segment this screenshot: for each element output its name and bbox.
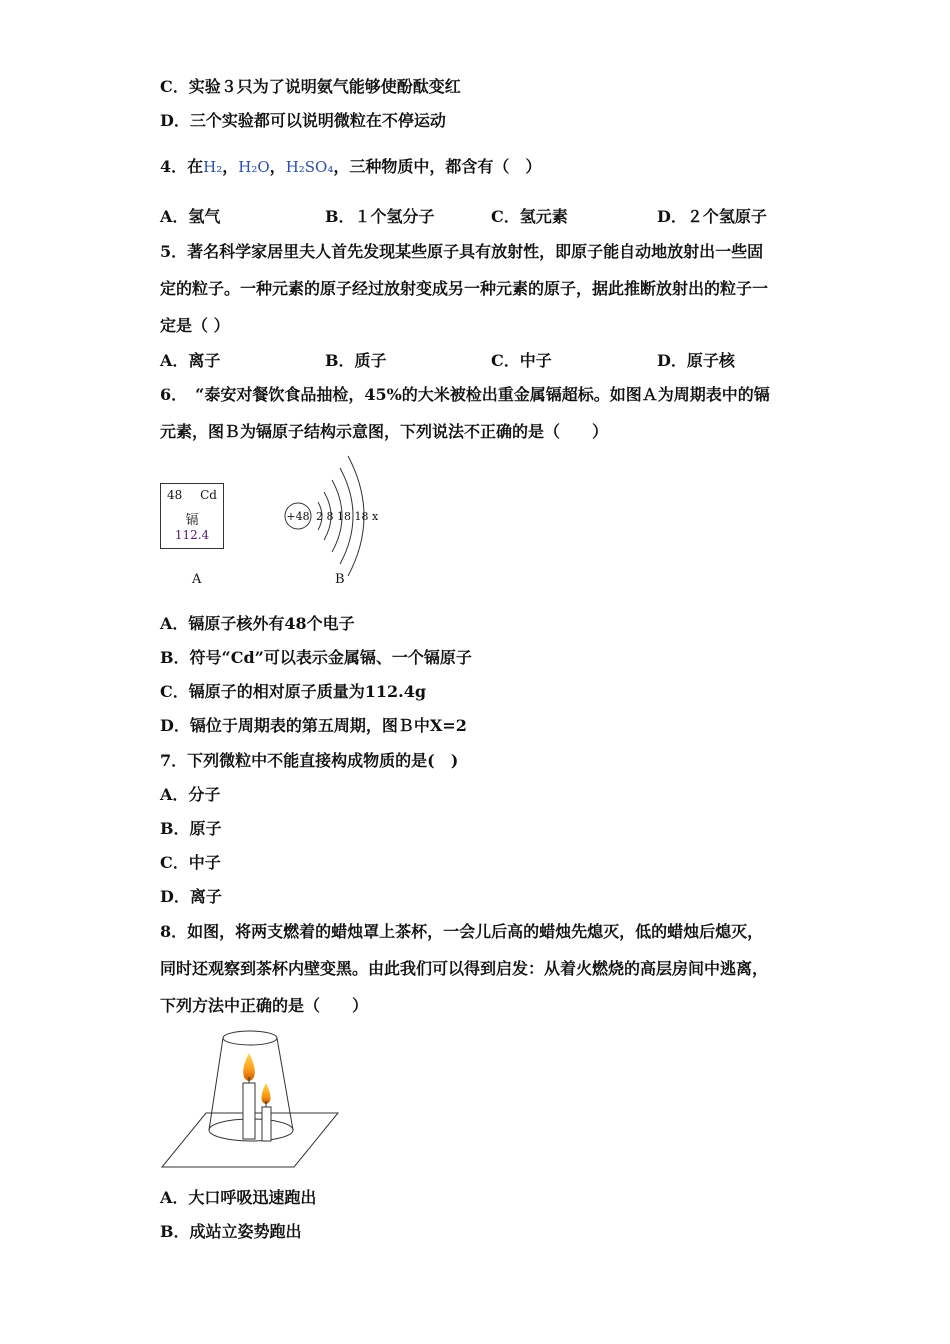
- candle-cup-diagram: [160, 1025, 342, 1173]
- q6-option-a: A．镉原子核外有48个电子: [160, 614, 355, 633]
- q7-option-b: B．原子: [160, 819, 222, 838]
- cup-side: [277, 1038, 293, 1130]
- q5-option-a: A．离子: [160, 351, 221, 370]
- q7-stem: 7．下列微粒中不能直接构成物质的是( ): [160, 751, 459, 770]
- formula-h2o: H₂O: [238, 158, 270, 176]
- element-name: 镉: [185, 513, 199, 528]
- nucleus-charge: +48: [286, 510, 310, 523]
- periodic-table-cell-cadmium: [160, 483, 224, 549]
- q4-stem: 4．在H₂，H₂O，H₂SO₄，三种物质中，都含有（ ）: [160, 157, 542, 176]
- element-symbol: Cd: [200, 488, 217, 502]
- q5-line-1: 5．著名科学家居里夫人首先发现某些原子具有放射性，即原子能自动地放射出一些固: [160, 242, 764, 261]
- q6-option-b: B．符号“Cd”可以表示金属镉、一个镉原子: [160, 648, 472, 667]
- q4-option-b: B．１个氢分子: [325, 207, 435, 226]
- q5-line-3: 定是（ ）: [160, 316, 230, 335]
- atomic-number: 48: [167, 488, 183, 502]
- q6-line-2: 元素，图Ｂ为镉原子结构示意图，下列说法不正确的是（ ）: [160, 422, 609, 441]
- q6-line-1: 6． “泰安对餐饮食品抽检，45%的大米被检出重金属镉超标。如图Ａ为周期表中的镉: [160, 385, 770, 404]
- q7-option-a: A．分子: [160, 785, 221, 804]
- q7-option-c: C．中子: [160, 853, 221, 872]
- short-candle-flame: [262, 1083, 271, 1104]
- q5-option-b: B．质子: [325, 351, 387, 370]
- tall-candle-flame: [243, 1053, 255, 1081]
- q4-option-a: A．氢气: [160, 207, 221, 226]
- short-candle: [262, 1107, 271, 1141]
- figure-label-a: A: [192, 572, 202, 587]
- atom-structure-diagram: [280, 450, 390, 590]
- q8-line-1: 8．如图，将两支燃着的蜡烛罩上茶杯，一会儿后高的蜡烛先熄灭，低的蜡烛后熄灭，: [160, 922, 764, 941]
- q3-option-d: D．三个实验都可以说明微粒在不停运动: [160, 111, 446, 130]
- formula-h2: H₂: [203, 158, 223, 176]
- formula-h2so4: H₂SO₄: [285, 158, 334, 176]
- cup-side: [209, 1038, 223, 1130]
- q6-option-d: D．镉位于周期表的第五周期，图Ｂ中X=2: [160, 716, 467, 735]
- q6-option-c: C．镉原子的相对原子质量为112.4g: [160, 682, 427, 701]
- q8-line-2: 同时还观察到茶杯内壁变黑。由此我们可以得到启发：从着火燃烧的高层房间中逃离，: [160, 959, 769, 978]
- q8-option-a: A．大口呼吸迅速跑出: [160, 1188, 317, 1207]
- electron-shells: 2 8 18 18 x: [316, 510, 379, 523]
- q4-option-c: C．氢元素: [491, 207, 568, 226]
- tall-candle: [243, 1083, 255, 1139]
- q7-option-d: D．离子: [160, 887, 222, 906]
- cup-bottom: [223, 1031, 277, 1045]
- q4-option-d: D．２个氢原子: [657, 207, 767, 226]
- q3-option-c: C．实验３只为了说明氨气能够使酚酞变红: [160, 77, 461, 96]
- q8-option-b: B．成站立姿势跑出: [160, 1222, 302, 1241]
- q5-line-2: 定的粒子。一种元素的原子经过放射变成另一种元素的原子，据此推断放射出的粒子一: [160, 279, 769, 298]
- q5-option-c: C．中子: [491, 351, 552, 370]
- q8-line-3: 下列方法中正确的是（ ）: [160, 996, 369, 1015]
- atomic-mass: 112.4: [174, 528, 210, 542]
- figure-label-b: B: [335, 572, 345, 587]
- q5-option-d: D．原子核: [657, 351, 735, 370]
